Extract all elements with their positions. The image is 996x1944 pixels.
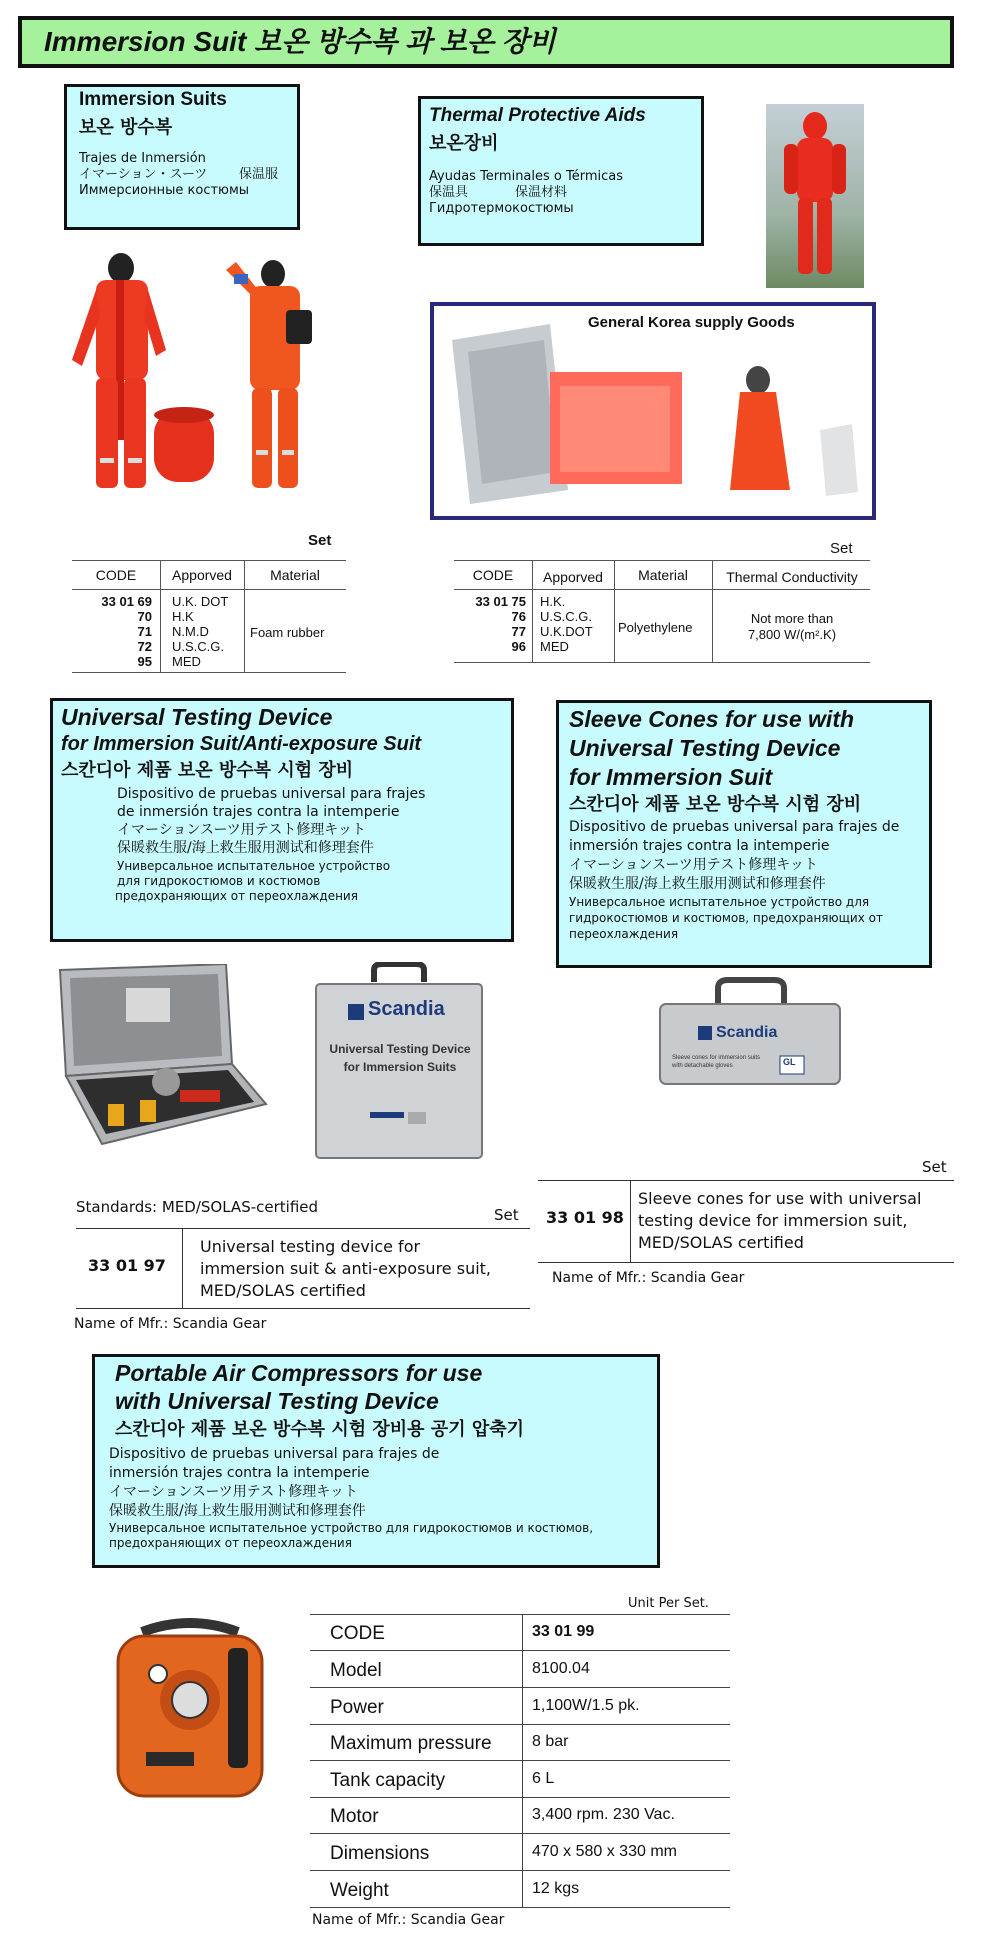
sleeve-case-photo xyxy=(656,976,846,1088)
aids-approval: H.K. xyxy=(540,594,566,609)
utd-title-1: Universal Testing Device xyxy=(61,704,333,730)
utd-korean: 스칸디아 제품 보온 방수복 시험 장비 xyxy=(61,760,354,781)
utd-code: 33 01 97 xyxy=(88,1256,166,1275)
sleeve-russian-2: гидрокостюмов и костюмов, предохраняющих от xyxy=(569,911,883,925)
aids-code: 96 xyxy=(511,639,526,654)
suits-header-code: CODE xyxy=(95,567,137,583)
comp-russian-1: Универсальное испытательное устройство для гидрокостюмов и костюмов, xyxy=(109,1521,594,1535)
utd-desc-line: Universal testing device for xyxy=(200,1237,421,1256)
sleeve-chinese: 保暖救生服/海上救生服用测试和修理套件 xyxy=(569,876,826,892)
compressor-photo xyxy=(112,1618,268,1800)
aids-spanish: Ayudas Terminales o Térmicas xyxy=(429,169,624,184)
suits-header-material: Material xyxy=(270,567,320,583)
aids-chinese: 保温材料 xyxy=(515,185,568,200)
utd-box xyxy=(50,698,514,942)
page-banner xyxy=(18,16,954,68)
suits-header-approved: Apporved xyxy=(172,567,232,583)
suits-title: Immersion Suits xyxy=(79,89,227,110)
comp-japanese: イマーションスーツ用テスト修理キット xyxy=(109,1484,358,1500)
spec-row xyxy=(310,1797,730,1834)
suits-code: 70 xyxy=(137,609,152,624)
suits-approval: N.M.D xyxy=(172,624,209,639)
spec-value: 3,400 rpm. 230 Vac. xyxy=(532,1806,675,1823)
spec-value: 1,100W/1.5 pk. xyxy=(532,1697,640,1714)
sleeve-title-3: for Immersion Suit xyxy=(569,764,773,790)
comp-spanish-2: inmersión trajes contra la intemperie xyxy=(109,1465,370,1481)
sleeve-unit: Set xyxy=(922,1158,947,1176)
sleeve-desc-line: Sleeve cones for use with universal xyxy=(638,1189,922,1208)
sleeve-code: 33 01 98 xyxy=(546,1208,624,1227)
aids-header-conductivity: Thermal Conductivity xyxy=(726,569,858,585)
suits-russian: Иммерсионные костюмы xyxy=(79,183,250,198)
comp-spanish-1: Dispositivo de pruebas universal para frajes de xyxy=(109,1446,440,1462)
aids-russian: Гидротермокостюмы xyxy=(429,201,574,216)
suits-approval: H.K xyxy=(172,609,194,624)
utd-spanish-1: Dispositivo de pruebas universal para frajes xyxy=(117,786,426,802)
aids-material: Polyethylene xyxy=(618,620,693,635)
spec-key: CODE xyxy=(330,1623,385,1644)
aids-code: 33 01 75 xyxy=(475,594,526,609)
aids-title: Thermal Protective Aids xyxy=(429,105,646,126)
aids-header-material: Material xyxy=(638,567,688,583)
aids-conductivity-line: 7,800 W/(m².K) xyxy=(747,627,837,642)
aids-header-code: CODE xyxy=(472,567,514,583)
aids-codes xyxy=(454,594,526,654)
case-brand: Scandia xyxy=(368,998,445,1020)
suits-approval: U.S.C.G. xyxy=(172,639,225,654)
aids-approval: U.S.C.G. xyxy=(540,609,593,624)
sleeve-spanish-2: inmersión trajes contra la intemperie xyxy=(569,838,830,854)
spec-value: 470 x 580 x 330 mm xyxy=(532,1843,677,1860)
aids-code: 76 xyxy=(511,609,526,624)
aids-approval: U.K.DOT xyxy=(540,624,593,639)
sleeve-case-gl: GL xyxy=(783,1057,796,1067)
sleeve-russian-3: переохлаждения xyxy=(569,927,679,941)
spec-row xyxy=(310,1724,730,1761)
case-line-1: Universal Testing Device xyxy=(329,1042,471,1056)
suits-code: 33 01 69 xyxy=(101,594,152,609)
spec-value: 8100.04 xyxy=(532,1660,590,1677)
comp-russian-2: предохраняющих от переохлаждения xyxy=(109,1536,352,1550)
sleeve-case-brand: Scandia xyxy=(716,1024,778,1041)
suits-korean: 보온 방수복 xyxy=(79,117,173,138)
suits-approved xyxy=(172,594,228,669)
case-line-2: for Immersion Suits xyxy=(343,1060,457,1074)
suits-codes xyxy=(72,594,152,669)
immersion-suits-photo xyxy=(66,250,336,502)
korea-supply-frame xyxy=(430,302,876,520)
sleeve-spanish-1: Dispositivo de pruebas universal para frajes de xyxy=(569,819,900,835)
utd-standards: Standards: MED/SOLAS-certified xyxy=(76,1198,319,1216)
utd-title-2: for Immersion Suit/Anti-exposure Suit xyxy=(61,733,422,755)
comp-title-2: with Universal Testing Device xyxy=(115,1388,439,1414)
suits-spanish: Trajes de Inmersión xyxy=(79,151,206,166)
aids-japanese: 保温具 xyxy=(429,185,469,200)
utd-russian-2: для гидрокостюмов и костюмов xyxy=(117,874,321,888)
spec-key: Model xyxy=(330,1660,382,1681)
aids-approved xyxy=(540,594,593,654)
sleeve-case-line-1: Sleeve cones for immersion suits xyxy=(672,1055,761,1061)
spec-row xyxy=(310,1614,730,1651)
spec-value: 6 L xyxy=(532,1770,555,1787)
sleeve-title-2: Universal Testing Device xyxy=(569,735,841,761)
spec-mfr: Name of Mfr.: Scandia Gear xyxy=(312,1912,505,1928)
sleeve-korean: 스칸디아 제품 보온 방수복 시험 장비 xyxy=(569,794,862,815)
comp-korean: 스칸디아 제품 보온 방수복 시험 장비용 공기 압축기 xyxy=(115,1419,525,1440)
spec-key: Power xyxy=(330,1697,384,1718)
thermal-aids-box xyxy=(418,96,704,246)
spec-key: Dimensions xyxy=(330,1843,430,1864)
aids-unit: Set xyxy=(830,540,853,557)
suits-code: 95 xyxy=(137,654,152,669)
red-suit-photo xyxy=(766,104,864,288)
spec-row xyxy=(310,1834,730,1871)
spec-key: Motor xyxy=(330,1806,379,1827)
utd-chinese: 保暖救生服/海上救生服用测试和修理套件 xyxy=(117,840,374,856)
spec-row xyxy=(310,1688,730,1725)
spec-row xyxy=(310,1651,730,1688)
spec-key: Maximum pressure xyxy=(330,1733,492,1754)
korea-supply-label: General Korea supply Goods xyxy=(588,314,795,331)
utd-unit: Set xyxy=(494,1206,519,1224)
sleeve-japanese: イマーションスーツ用テスト修理キット xyxy=(569,857,818,873)
spec-key: Weight xyxy=(330,1880,389,1901)
utd-desc-line: immersion suit & anti-exposure suit, xyxy=(200,1259,492,1278)
suits-approval: U.K. DOT xyxy=(172,594,229,609)
spec-value: 8 bar xyxy=(532,1733,569,1750)
sleeve-desc-line: MED/SOLAS certified xyxy=(638,1233,804,1252)
sleeve-mfr: Name of Mfr.: Scandia Gear xyxy=(552,1270,745,1286)
suits-approval: MED xyxy=(172,654,201,669)
utd-russian-1: Универсальное испытательное устройство xyxy=(117,859,391,873)
aids-header-approved: Apporved xyxy=(543,569,603,585)
suits-material: Foam rubber xyxy=(250,625,325,640)
aids-conductivity xyxy=(712,611,872,643)
suits-chinese: 保温服 xyxy=(239,167,279,182)
spec-row xyxy=(310,1761,730,1798)
spec-unit: Unit Per Set. xyxy=(628,1596,709,1611)
sleeve-title-1: Sleeve Cones for use with xyxy=(569,706,855,732)
comp-chinese: 保暖救生服/海上救生服用测试和修理套件 xyxy=(109,1503,366,1519)
banner-title: Immersion Suit 보온 방수복 과 보온 장비 xyxy=(44,26,556,57)
utd-desc-line: MED/SOLAS certified xyxy=(200,1281,366,1300)
sleeve-desc-line: testing device for immersion suit, xyxy=(638,1211,908,1230)
scandia-case-photo xyxy=(312,962,488,1162)
spec-row xyxy=(310,1871,730,1908)
utd-spanish-2: de inmersión trajes contra la intemperie xyxy=(117,804,400,820)
spec-key: Tank capacity xyxy=(330,1770,446,1791)
spec-value: 12 kgs xyxy=(532,1880,580,1897)
aids-approval: MED xyxy=(540,639,569,654)
suits-code: 71 xyxy=(137,624,152,639)
aids-code: 77 xyxy=(511,624,526,639)
aids-korean: 보온장비 xyxy=(429,133,499,154)
sleeve-case-line-2: with detachable gloves xyxy=(672,1063,733,1069)
suits-japanese: イマーション・スーツ xyxy=(79,167,208,182)
sleeve-description xyxy=(638,1188,921,1254)
compressor-box xyxy=(92,1354,660,1568)
utd-description xyxy=(200,1236,491,1302)
sleeve-russian-1: Универсальное испытательное устройство для xyxy=(569,895,870,909)
utd-mfr: Name of Mfr.: Scandia Gear xyxy=(74,1316,267,1332)
utd-japanese: イマーションスーツ用テスト修理キット xyxy=(117,822,366,838)
suits-code: 72 xyxy=(137,639,152,654)
comp-title-1: Portable Air Compressors for use xyxy=(115,1360,483,1386)
testing-kit-photo xyxy=(56,964,270,1156)
spec-value: 33 01 99 xyxy=(532,1623,595,1640)
suits-unit: Set xyxy=(308,532,332,549)
sleeve-box xyxy=(556,700,932,968)
utd-russian-3: предохраняющих от переохлаждения xyxy=(115,889,358,903)
immersion-suits-box xyxy=(64,84,300,230)
aids-conductivity-line: Not more than xyxy=(750,611,834,626)
